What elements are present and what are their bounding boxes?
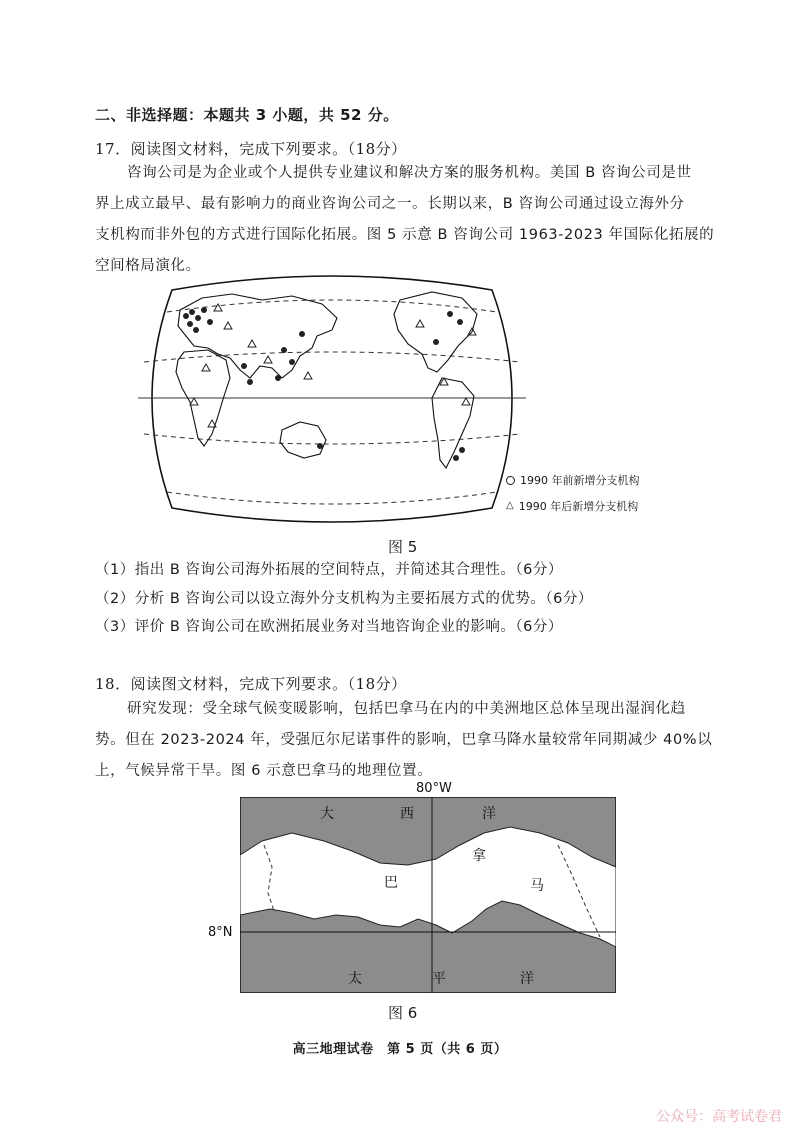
q17-line-2: 界上成立最早、最有影响力的商业咨询公司之一。长期以来，B 咨询公司通过设立海外分 [95, 196, 685, 212]
circle-icon [506, 476, 515, 485]
figure-6-panama-map [240, 797, 616, 993]
branch-dot [457, 319, 463, 325]
label-pacific-1: 太 [348, 971, 362, 987]
figure-5-world-map [132, 270, 532, 528]
branch-dot [281, 347, 287, 353]
branch-dot [447, 311, 453, 317]
question-17-title: 17．阅读图文材料，完成下列要求。（18分） [95, 140, 407, 158]
branch-dot [459, 447, 465, 453]
page-footer: 高三地理试卷 第 5 页（共 6 页） [292, 1042, 508, 1057]
triangle-icon: △ [506, 500, 514, 511]
latitude-label: 8°N [208, 925, 233, 940]
question-18-material [95, 694, 715, 787]
q17-subquestion-2: （2）分析 B 咨询公司以设立海外分支机构为主要拓展方式的优势。（6分） [95, 591, 593, 607]
legend-label: 1990 年后新增分支机构 [518, 500, 639, 513]
label-pacific-3: 洋 [520, 971, 534, 987]
branch-dot [453, 455, 459, 461]
label-atlantic-2: 西 [400, 806, 414, 822]
label-atlantic-3: 洋 [482, 806, 496, 822]
section-title: 二、非选择题：本题共 3 小题，共 52 分。 [95, 106, 399, 124]
label-country-2: 拿 [472, 848, 486, 864]
q18-line-3: 上，气候异常干旱。图 6 示意巴拿马的地理位置。 [95, 763, 433, 779]
question-18-title: 18．阅读图文材料，完成下列要求。（18分） [95, 675, 407, 693]
branch-dot [241, 363, 247, 369]
legend-pre-1990 [506, 472, 640, 488]
legend-post-1990 [506, 498, 638, 514]
figure-5-caption: 图 5 [388, 538, 418, 556]
branch-dot [433, 339, 439, 345]
branch-dot [275, 375, 281, 381]
q17-line-1: 咨询公司是为企业或个人提供专业建议和解决方案的服务机构。美国 B 咨询公司是世 [127, 165, 692, 181]
question-17-material [95, 158, 715, 282]
label-country-1: 巴 [384, 875, 398, 891]
branch-dot [317, 443, 323, 449]
q17-line-3: 支机构而非外包的方式进行国际化拓展。图 5 示意 B 咨询公司 1963-2023 年国际化拓展的 [95, 227, 715, 243]
label-country-3: 马 [530, 878, 544, 894]
q18-line-2: 势。但在 2023-2024 年，受强厄尔尼诺事件的影响，巴拿马降水量较常年同期减少 40%以 [95, 732, 713, 748]
label-pacific-2: 平 [432, 971, 446, 987]
branch-dot [183, 313, 189, 319]
label-atlantic-1: 大 [320, 806, 334, 822]
branch-dot [189, 309, 195, 315]
q17-subquestion-1: （1）指出 B 咨询公司海外拓展的空间特点，并简述其合理性。（6分） [95, 562, 563, 578]
legend-label: 1990 年前新增分支机构 [520, 474, 640, 487]
branch-dot [289, 359, 295, 365]
watermark: 公众号：高考试卷君 [656, 1109, 782, 1125]
q17-line-4: 空间格局演化。 [95, 258, 201, 274]
branch-dot [193, 327, 199, 333]
longitude-label: 80°W [416, 781, 452, 796]
q17-subquestion-3: （3）评价 B 咨询公司在欧洲拓展业务对当地咨询企业的影响。（6分） [95, 619, 563, 635]
branch-dot [247, 379, 253, 385]
branch-dot [187, 321, 193, 327]
q18-line-1: 研究发现：受全球气候变暖影响，包括巴拿马在内的中美洲地区总体呈现出湿润化趋 [127, 701, 686, 717]
branch-dot [201, 307, 207, 313]
figure-6-caption: 图 6 [388, 1004, 418, 1022]
branch-dot [299, 331, 305, 337]
branch-dot [195, 315, 201, 321]
branch-dot [207, 319, 213, 325]
